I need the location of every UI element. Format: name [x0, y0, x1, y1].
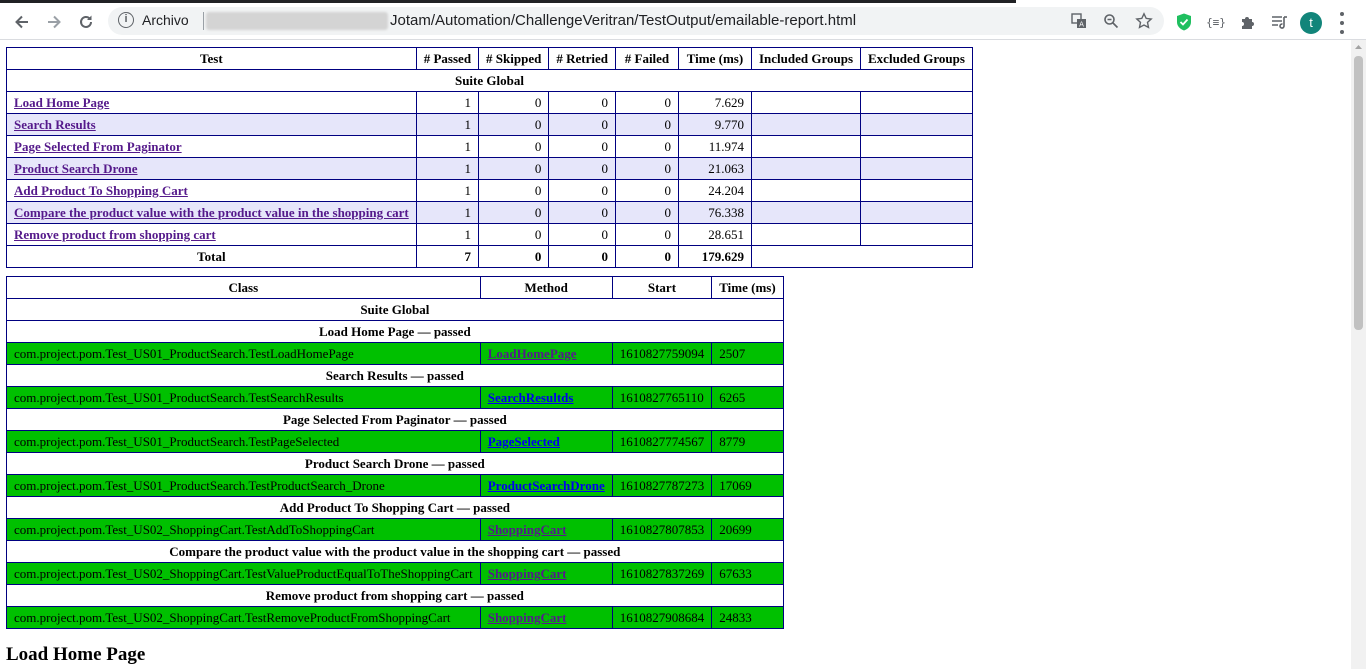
summary-total-row [7, 246, 973, 268]
redacted-path [206, 12, 388, 30]
included-groups-cell [751, 136, 860, 158]
retried-cell: 0 [549, 180, 616, 202]
retried-cell: 0 [549, 92, 616, 114]
detail-group-title-row [7, 497, 784, 519]
included-groups-cell [751, 224, 860, 246]
detail-row [7, 387, 784, 409]
reload-icon[interactable] [74, 10, 98, 34]
summary-row [7, 224, 973, 246]
total-passed: 7 [416, 246, 478, 268]
passed-cell: 1 [416, 92, 478, 114]
col-header-retried: # Retried [549, 48, 616, 70]
time-cell: 7.629 [678, 92, 751, 114]
skipped-cell: 0 [479, 224, 549, 246]
passed-cell: 1 [416, 202, 478, 224]
time-cell: 76.338 [678, 202, 751, 224]
detail-group-title-row [7, 585, 784, 607]
detail-table [6, 276, 784, 629]
total-retried: 0 [549, 246, 616, 268]
group-title: Page Selected From Paginator — passed [7, 409, 784, 431]
col-header-start: Start [612, 277, 712, 299]
included-groups-cell [751, 158, 860, 180]
excluded-groups-cell [861, 158, 973, 180]
address-separator [203, 12, 204, 30]
col-header-class: Class [7, 277, 481, 299]
summary-header-row [7, 48, 973, 70]
time-cell: 11.974 [678, 136, 751, 158]
start-cell: 1610827759094 [612, 343, 712, 365]
test-link[interactable]: Page Selected From Paginator [14, 139, 182, 154]
failed-cell: 0 [615, 224, 678, 246]
total-skipped: 0 [479, 246, 549, 268]
back-icon[interactable] [10, 10, 34, 34]
method-link[interactable]: LoadHomePage [487, 346, 577, 361]
window-top-strip [0, 0, 1366, 2]
skipped-cell: 0 [479, 114, 549, 136]
start-cell: 1610827807853 [612, 519, 712, 541]
failed-cell: 0 [615, 180, 678, 202]
translate-icon[interactable] [1068, 10, 1090, 32]
retried-cell: 0 [549, 202, 616, 224]
included-groups-cell [751, 180, 860, 202]
total-time: 179.629 [678, 246, 751, 268]
group-title: Search Results — passed [7, 365, 784, 387]
method-link[interactable]: ShoppingCart [487, 566, 567, 581]
col-header-included-groups: Included Groups [751, 48, 860, 70]
duration-cell: 17069 [712, 475, 783, 497]
skipped-cell: 0 [479, 180, 549, 202]
detail-group-title-row [7, 541, 784, 563]
summary-row [7, 158, 973, 180]
detail-suite-title: Suite Global [7, 299, 784, 321]
col-header-skipped: # Skipped [479, 48, 549, 70]
skipped-cell: 0 [479, 202, 549, 224]
excluded-groups-cell [861, 114, 973, 136]
summary-suite-row [7, 70, 973, 92]
failed-cell: 0 [615, 136, 678, 158]
retried-cell: 0 [549, 224, 616, 246]
group-title: Add Product To Shopping Cart — passed [7, 497, 784, 519]
detail-group-title-row [7, 453, 784, 475]
failed-cell: 0 [615, 202, 678, 224]
col-header-method: Method [480, 277, 612, 299]
summary-row [7, 92, 973, 114]
group-title: Remove product from shopping cart — passed [7, 585, 784, 607]
start-cell: 1610827787273 [612, 475, 712, 497]
detail-row [7, 607, 784, 629]
svg-text:A: A [1079, 20, 1084, 29]
test-link[interactable]: Remove product from shopping cart [14, 227, 216, 242]
summary-row [7, 202, 973, 224]
duration-cell: 6265 [712, 387, 783, 409]
detail-group-title-row [7, 409, 784, 431]
excluded-groups-cell [861, 180, 973, 202]
retried-cell: 0 [549, 136, 616, 158]
passed-cell: 1 [416, 158, 478, 180]
failed-cell: 0 [615, 114, 678, 136]
shield-icon[interactable] [1176, 13, 1192, 31]
test-link[interactable]: Search Results [14, 117, 96, 132]
detail-row [7, 563, 784, 585]
failed-cell: 0 [615, 92, 678, 114]
skipped-cell: 0 [479, 158, 549, 180]
test-link[interactable]: Product Search Drone [14, 161, 138, 176]
group-title: Product Search Drone — passed [7, 453, 784, 475]
col-header-time: Time (ms) [678, 48, 751, 70]
total-failed: 0 [615, 246, 678, 268]
forward-icon[interactable] [42, 10, 66, 34]
duration-cell: 67633 [712, 563, 783, 585]
detail-row [7, 519, 784, 541]
summary-row [7, 136, 973, 158]
report-content [0, 40, 1351, 669]
start-cell: 1610827765110 [612, 387, 712, 409]
duration-cell: 20699 [712, 519, 783, 541]
failed-cell: 0 [615, 158, 678, 180]
class-cell: com.project.pom.Test_US01_ProductSearch.TestProductSearch_Drone [7, 475, 481, 497]
passed-cell: 1 [416, 136, 478, 158]
included-groups-cell [751, 114, 860, 136]
total-groups-cell [751, 246, 972, 268]
summary-row [7, 114, 973, 136]
class-cell: com.project.pom.Test_US01_ProductSearch.TestSearchResults [7, 387, 481, 409]
test-link[interactable]: Compare the product value with the product value in the shopping cart [14, 205, 409, 220]
duration-cell: 24833 [712, 607, 783, 629]
excluded-groups-cell [861, 136, 973, 158]
included-groups-cell [751, 92, 860, 114]
start-cell: 1610827908684 [612, 607, 712, 629]
total-label: Total [7, 246, 417, 268]
excluded-groups-cell [861, 224, 973, 246]
excluded-groups-cell [861, 92, 973, 114]
page-scrollbar[interactable] [1351, 40, 1366, 669]
scrollbar-thumb[interactable] [1354, 56, 1363, 330]
time-cell: 9.770 [678, 114, 751, 136]
summary-row [7, 180, 973, 202]
section-title: Load Home Page [6, 644, 146, 665]
class-cell: com.project.pom.Test_US01_ProductSearch.TestLoadHomePage [7, 343, 481, 365]
browser-menu-icon[interactable] [1340, 12, 1344, 34]
url-path: Jotam/Automation/ChallengeVeritran/TestOutput/emailable-report.html [390, 12, 857, 29]
col-header-failed: # Failed [615, 48, 678, 70]
retried-cell: 0 [549, 158, 616, 180]
site-info-icon[interactable]: i [118, 12, 134, 28]
class-cell: com.project.pom.Test_US02_ShoppingCart.TestValueProductEqualToTheShoppingCart [7, 563, 481, 585]
bookmark-star-icon[interactable] [1133, 10, 1155, 32]
included-groups-cell [751, 202, 860, 224]
skipped-cell: 0 [479, 92, 549, 114]
detail-row [7, 475, 784, 497]
excluded-groups-cell [861, 202, 973, 224]
scheme-label: Archivo [142, 12, 189, 28]
profile-avatar[interactable]: t [1300, 12, 1322, 34]
passed-cell: 1 [416, 224, 478, 246]
detail-group-title-row [7, 321, 784, 343]
duration-cell: 2507 [712, 343, 783, 365]
summary-table [6, 47, 973, 268]
class-cell: com.project.pom.Test_US02_ShoppingCart.TestRemoveProductFromShoppingCart [7, 607, 481, 629]
method-link[interactable]: ShoppingCart [487, 522, 567, 537]
col-header-test: Test [7, 48, 417, 70]
passed-cell: 1 [416, 180, 478, 202]
detail-row [7, 431, 784, 453]
detail-suite-row [7, 299, 784, 321]
zoom-icon[interactable] [1100, 10, 1122, 32]
class-cell: com.project.pom.Test_US01_ProductSearch.TestPageSelected [7, 431, 481, 453]
method-link[interactable]: ShoppingCart [487, 610, 567, 625]
retried-cell: 0 [549, 114, 616, 136]
detail-group-title-row [7, 365, 784, 387]
start-cell: 1610827774567 [612, 431, 712, 453]
passed-cell: 1 [416, 114, 478, 136]
col-header-passed: # Passed [416, 48, 478, 70]
test-link[interactable]: Load Home Page [14, 95, 110, 110]
col-header-excluded-groups: Excluded Groups [861, 48, 973, 70]
detail-header-row [7, 277, 784, 299]
test-link[interactable]: Add Product To Shopping Cart [14, 183, 188, 198]
browser-toolbar [0, 3, 1366, 40]
suite-title: Suite Global [7, 70, 973, 92]
method-link[interactable]: SearchResultds [487, 390, 574, 405]
skipped-cell: 0 [479, 136, 549, 158]
address-bar[interactable] [108, 7, 1164, 35]
time-cell: 21.063 [678, 158, 751, 180]
method-link[interactable]: PageSelected [487, 434, 560, 449]
reading-list-icon[interactable] [1269, 11, 1291, 33]
detail-row [7, 343, 784, 365]
group-title: Compare the product value with the product value in the shopping cart — passed [7, 541, 784, 563]
time-cell: 28.651 [678, 224, 751, 246]
group-title: Load Home Page — passed [7, 321, 784, 343]
method-link[interactable]: ProductSearchDrone [487, 478, 605, 493]
start-cell: 1610827837269 [612, 563, 712, 585]
duration-cell: 8779 [712, 431, 783, 453]
json-extension-icon[interactable]: {≡} [1206, 15, 1226, 29]
col-header-time-ms: Time (ms) [712, 277, 783, 299]
time-cell: 24.204 [678, 180, 751, 202]
class-cell: com.project.pom.Test_US02_ShoppingCart.TestAddToShoppingCart [7, 519, 481, 541]
extensions-puzzle-icon[interactable] [1237, 11, 1259, 33]
